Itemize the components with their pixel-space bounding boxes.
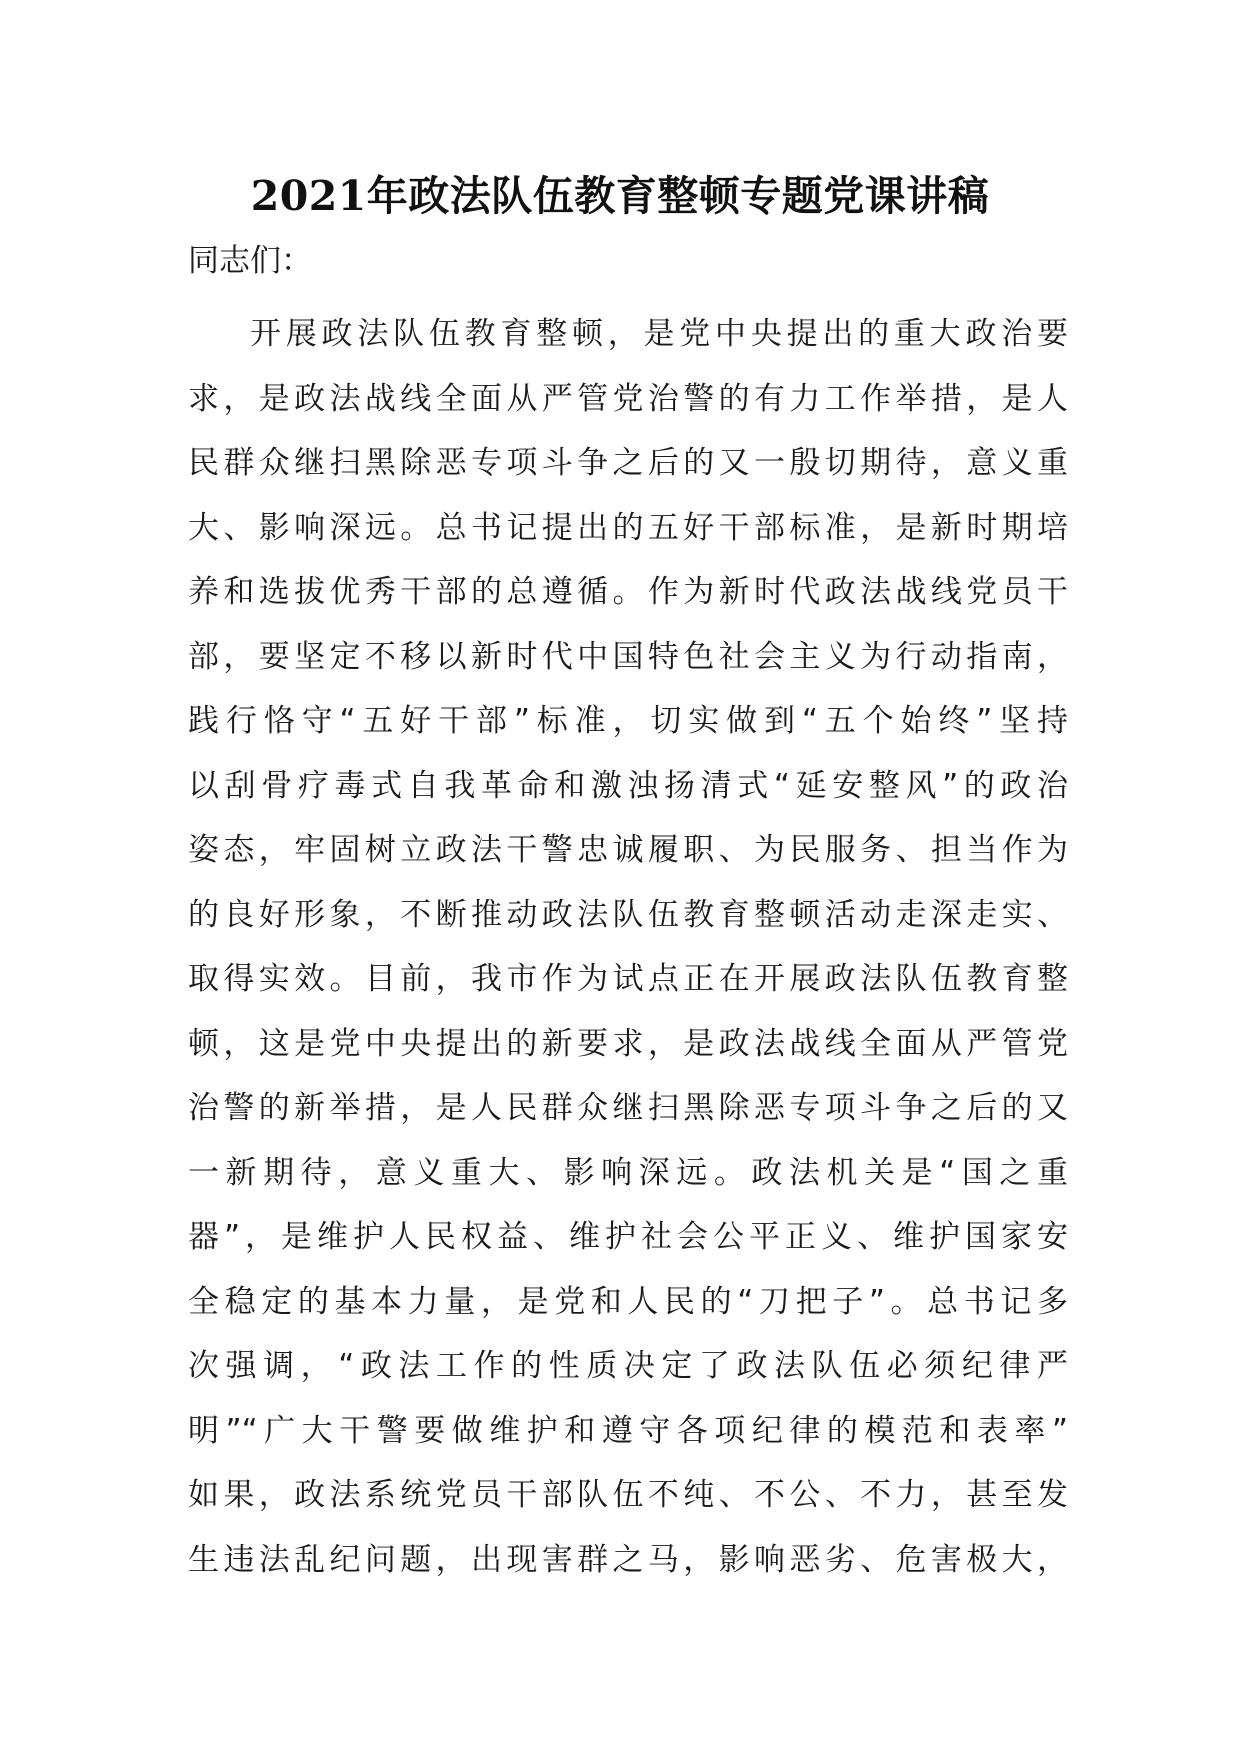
document-title: 2021年政法队伍教育整顿专题党课讲稿: [250, 172, 990, 220]
text-line: 顿，这是党中央提出的新要求，是政法战线全面从严管党: [188, 1025, 1068, 1062]
text-line: 践行恪守“五好干部”标准，切实做到“五个始终”坚持: [188, 703, 1068, 739]
text-line: 开展政法队伍教育整顿，是党中央提出的重大政治要: [250, 316, 1068, 352]
text-line: 民群众继扫黑除恶专项斗争之后的又一殷切期待，意义重: [188, 445, 1068, 481]
text-line: 大、影响深远。总书记提出的五好干部标准，是新时期培: [188, 509, 1068, 546]
text-line: 取得实效。目前，我市作为试点正在开展政法队伍教育整: [188, 961, 1068, 997]
text-line: 部，要坚定不移以新时代中国特色社会主义为行动指南，: [188, 638, 1068, 675]
text-line: 求，是政法战线全面从严管党治警的有力工作举措，是人: [188, 380, 1068, 417]
text-line: 器”，是维护人民权益、维护社会公平正义、维护国家安: [188, 1219, 1068, 1255]
text-line: 全稳定的基本力量，是党和人民的“刀把子”。总书记多: [188, 1283, 1068, 1320]
text-line: 姿态，牢固树立政法干警忠诚履职、为民服务、担当作为: [188, 832, 1068, 868]
text-line: 明”“广大干警要做维护和遵守各项纪律的模范和表率”: [188, 1412, 1068, 1449]
text-line: 的良好形象，不断推动政法队伍教育整顿活动走深走实、: [188, 896, 1068, 933]
text-line: 治警的新举措，是人民群众继扫黑除恶专项斗争之后的又: [188, 1090, 1068, 1126]
body-text: [188, 302, 1068, 1592]
salutation: 同志们：: [188, 243, 312, 279]
text-line: 次强调，“政法工作的性质决定了政法队伍必须纪律严: [188, 1348, 1068, 1384]
text-line: 一新期待，意义重大、影响深远。政法机关是“国之重: [188, 1154, 1068, 1191]
text-line: 以刮骨疗毒式自我革命和激浊扬清式“延安整风”的政治: [188, 767, 1068, 804]
text-line: 养和选拔优秀干部的总遵循。作为新时代政法战线党员干: [188, 574, 1068, 610]
text-line: 生违法乱纪问题，出现害群之马，影响恶劣、危害极大，: [188, 1541, 1068, 1578]
text-line: 如果，政法系统党员干部队伍不纯、不公、不力，甚至发: [188, 1477, 1068, 1513]
